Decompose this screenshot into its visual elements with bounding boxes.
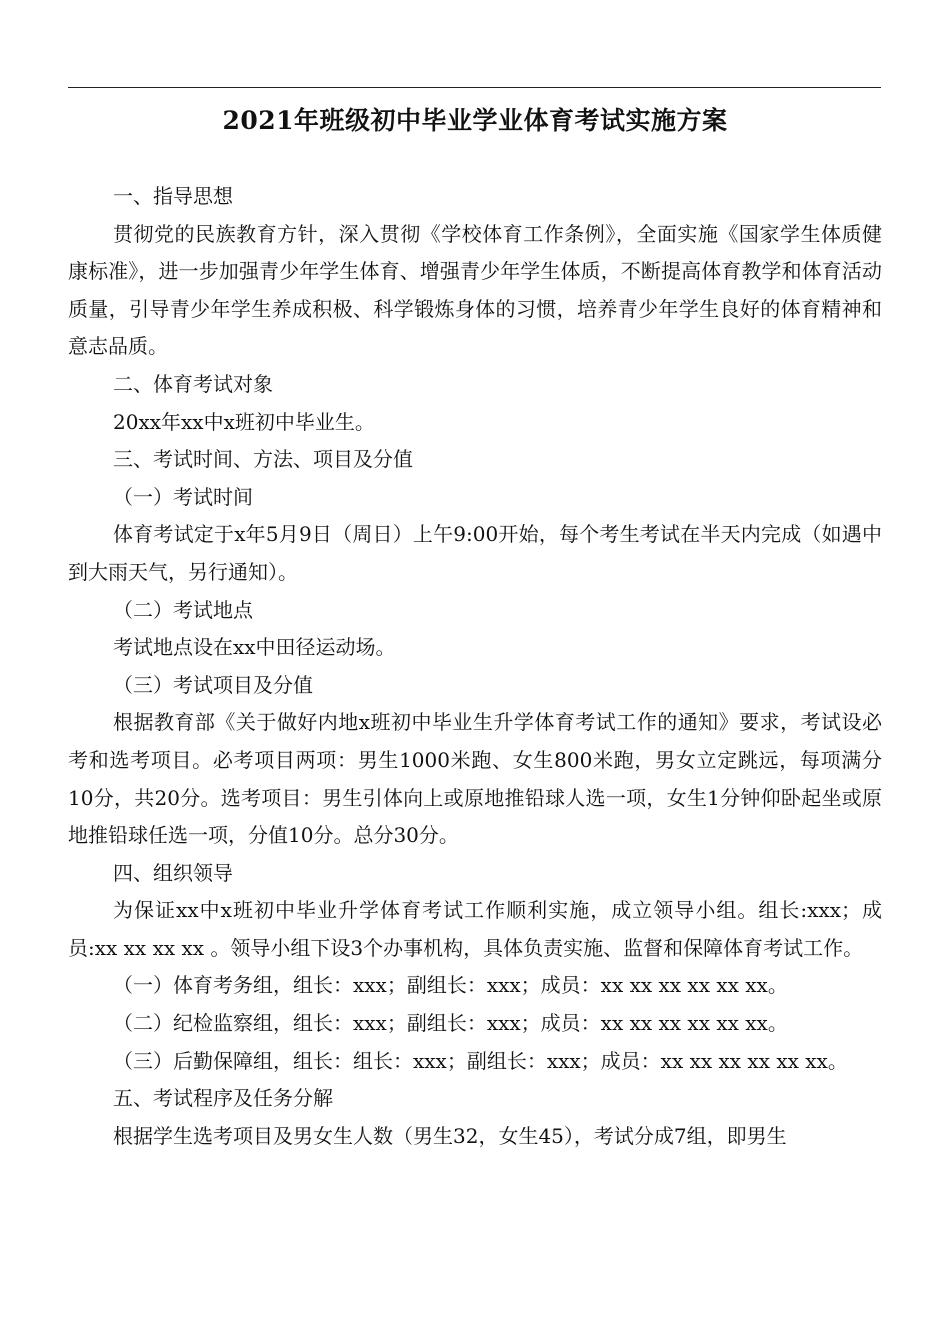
paragraph-exam-procedure: 根据学生选考项目及男女生人数（男生32，女生45），考试分成7组，即男生 [113, 1123, 787, 1148]
list-item-exam-affairs-group: （一）体育考务组，组长：xxx；副组长：xxx；成员：xx xx xx xx xx xx。 [113, 973, 788, 998]
document-title: 2021年班级初中毕业学业体育考试实施方案 [222, 106, 728, 135]
list-item-logistics-group: （三）后勤保障组，组长：组长：xxx；副组长：xxx；成员：xx xx xx xx xx xx。 [113, 1048, 848, 1073]
subheading-exam-location: （二）考试地点 [113, 597, 253, 622]
header-rule [68, 87, 881, 88]
section-heading-exam-subjects: 二、体育考试对象 [113, 371, 273, 396]
section-heading-exam-procedure: 五、考试程序及任务分解 [113, 1086, 333, 1111]
paragraph-exam-time: 体育考试定于x年5月9日（周日）上午9:00开始，每个考生考试在半天内完成（如遇中到大雨天气，另行通知）。 [68, 522, 882, 584]
paragraph-items-and-scores: 根据教育部《关于做好内地x班初中毕业生升学体育考试工作的通知》要求，考试设必考和选考项目。必考项目两项：男生1000米跑、女生800米跑，男女立定跳远，每项满分10分，共20分。选考项目：男生引体向上或原地推铅球人选一项，女生1分钟仰卧起坐或原地推铅球任选一项，分值10分。总分30分。 [68, 710, 882, 848]
paragraph-exam-subjects: 20xx年xx中x班初中毕业生。 [113, 409, 375, 434]
list-item-discipline-group: （二）纪检监察组，组长：xxx；副组长：xxx；成员：xx xx xx xx xx xx。 [113, 1011, 788, 1036]
section-heading-time-method-items: 三、考试时间、方法、项目及分值 [113, 447, 413, 472]
subheading-exam-time: （一）考试时间 [113, 484, 253, 509]
paragraph-organization: 为保证xx中x班初中毕业升学体育考试工作顺利实施，成立领导小组。组长:xxx；成员:xx xx xx xx 。领导小组下设3个办事机构，具体负责实施、监督和保障体育考试工作。 [68, 898, 882, 960]
document-body [68, 178, 882, 1155]
paragraph-guiding-ideology: 贯彻党的民族教育方针，深入贯彻《学校体育工作条例》，全面实施《国家学生体质健康标准》，进一步加强青少年学生体育、增强青少年学生体质，不断提高体育教学和体育活动质量，引导青少年学生养成积极、科学锻炼身体的习惯，培养青少年学生良好的体育精神和意志品质。 [68, 221, 882, 359]
section-heading-organization: 四、组织领导 [113, 860, 233, 885]
section-heading-guiding-ideology: 一、指导思想 [113, 184, 233, 208]
paragraph-exam-location: 考试地点设在xx中田径运动场。 [113, 635, 396, 660]
subheading-items-and-scores: （三）考试项目及分值 [113, 672, 313, 697]
